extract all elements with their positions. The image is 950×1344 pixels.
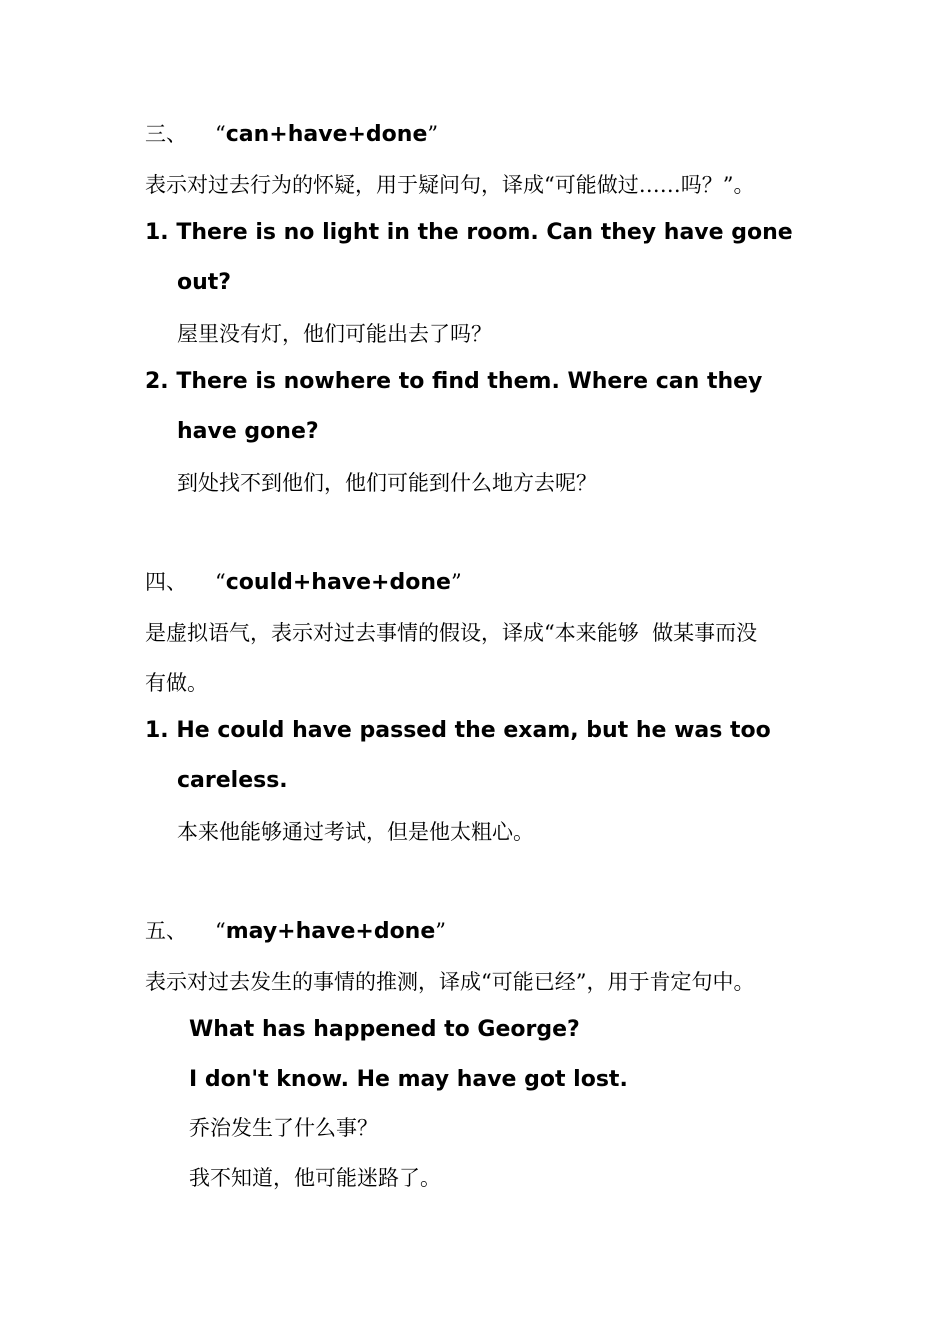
example-english-line: 1. He could have passed the exam, but he was too [145, 718, 771, 743]
example-chinese-translation: 到处找不到他们，他们可能到什么地方去呢？ [177, 471, 597, 495]
example-english-line: 1. There is no light in the room. Can they have gone [145, 220, 793, 245]
section-3-heading [145, 124, 438, 146]
section-3-number: 三、 [145, 122, 187, 146]
dialogue-english-question: What has happened to George? [189, 1017, 580, 1042]
dialogue-english-answer: I don't know. He may have got lost. [189, 1067, 628, 1092]
example-english-line: have gone? [177, 419, 319, 444]
open-quote: “ [215, 919, 226, 943]
section-4-description: 有做。 [145, 671, 208, 695]
section-4-heading [145, 572, 462, 594]
close-quote: ” [435, 919, 447, 943]
dialogue-chinese-question: 乔治发生了什么事？ [189, 1116, 378, 1140]
example-chinese-translation: 屋里没有灯，他们可能出去了吗？ [177, 322, 492, 346]
example-chinese-translation: 本来他能够通过考试，但是他太粗心。 [177, 820, 534, 844]
example-english-line: 2. There is nowhere to find them. Where can they [145, 369, 763, 394]
section-5-description: 表示对过去发生的事情的推测，译成“可能已经”，用于肯定句中。 [145, 970, 755, 994]
section-3-term: can+have+done [225, 122, 428, 147]
example-english-line: careless. [177, 768, 288, 793]
section-5-number: 五、 [145, 919, 187, 943]
close-quote: ” [450, 570, 462, 594]
section-4-term: could+have+done [225, 570, 451, 595]
open-quote: “ [215, 570, 226, 594]
open-quote: “ [215, 122, 226, 146]
dialogue-chinese-answer: 我不知道，他可能迷路了。 [189, 1166, 441, 1190]
example-english-line: out? [177, 270, 232, 295]
section-3-description: 表示对过去行为的怀疑，用于疑问句，译成“可能做过……吗？”。 [145, 173, 755, 197]
section-4-description: 是虚拟语气，表示对过去事情的假设，译成“本来能够 做某事而没 [145, 621, 758, 645]
section-4-number: 四、 [145, 570, 187, 594]
section-5-heading [145, 921, 446, 943]
section-5-term: may+have+done [225, 919, 436, 944]
close-quote: ” [427, 122, 439, 146]
